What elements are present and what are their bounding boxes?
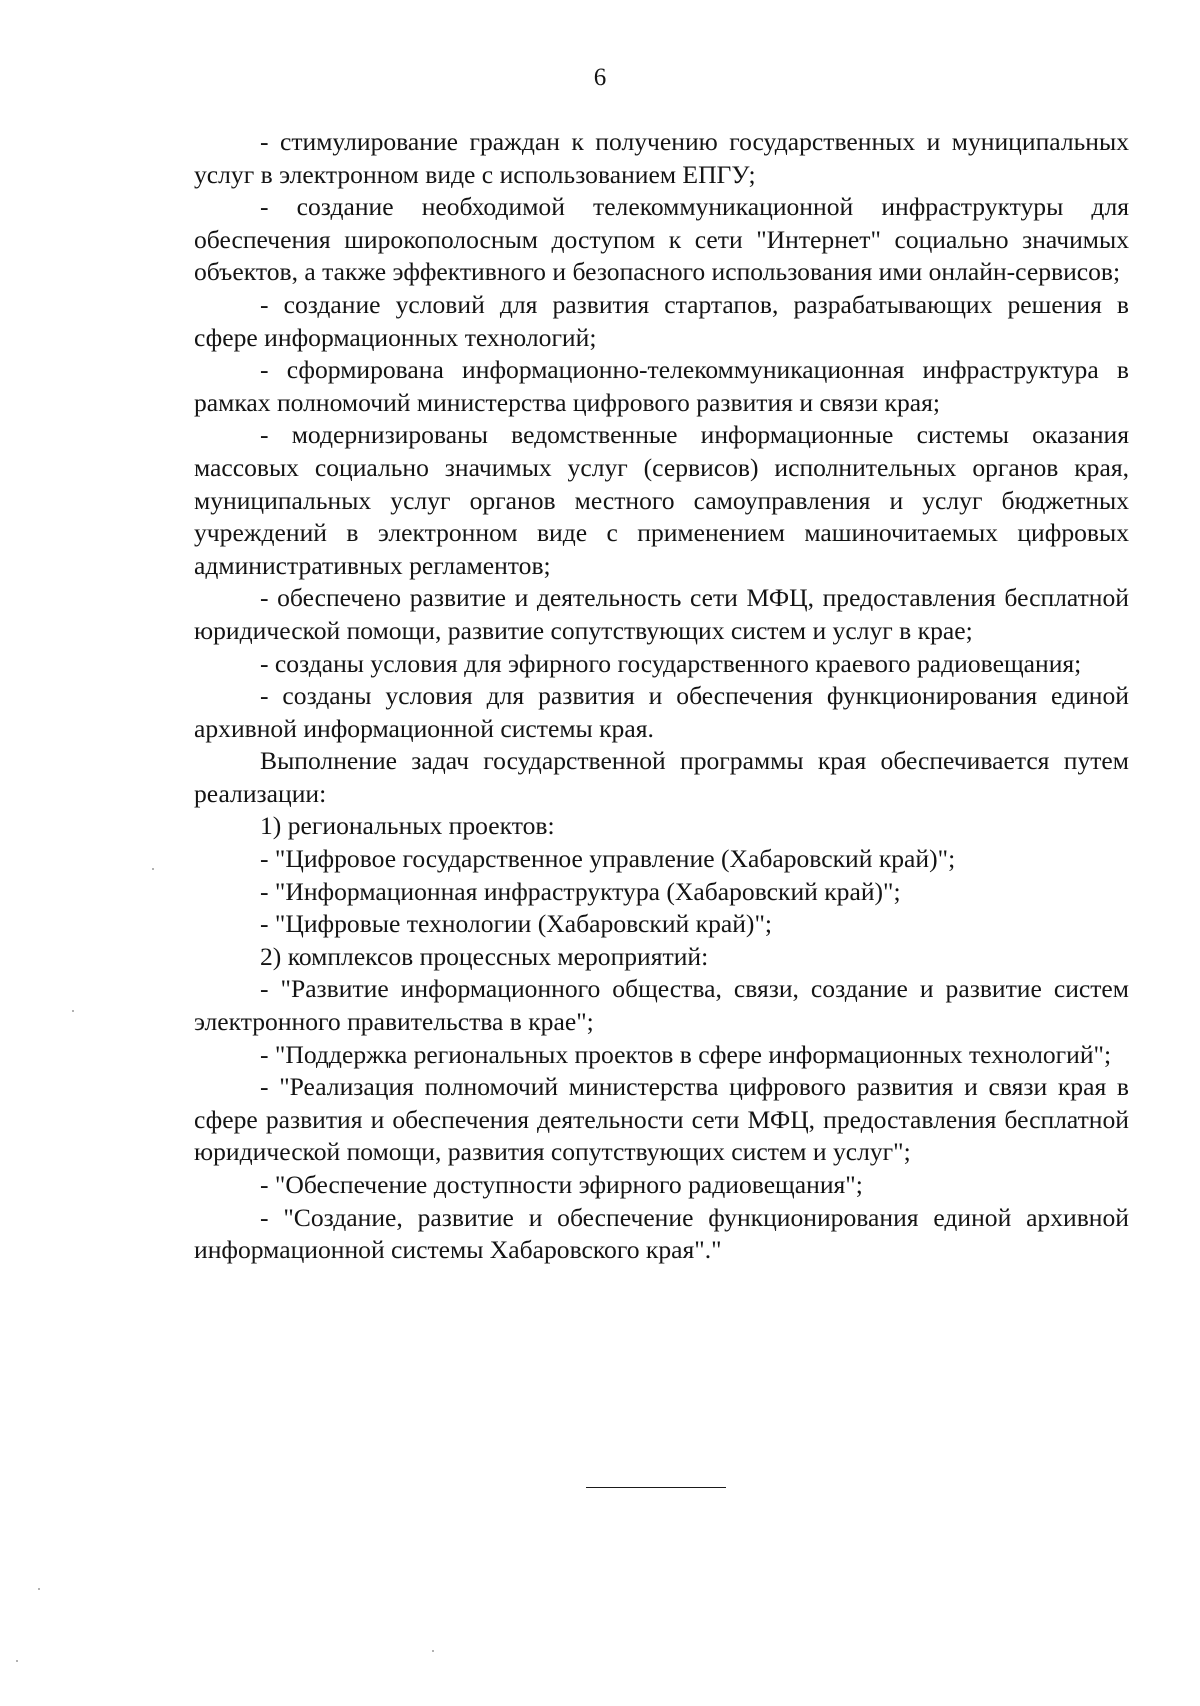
paragraph: - стимулирование граждан к получению государственных и муниципальных услуг в электронном виде с использованием ЕПГУ; [194, 127, 1129, 189]
scan-speck [38, 1588, 40, 1590]
paragraph: - создание необходимой телекоммуникационной инфраструктуры для обеспечения широкополосным доступом к сети "Интернет" социально значимых объектов, а также эффективного и безопасного использования ими онлайн-сервисов; [194, 192, 1129, 287]
list-item: - "Цифровое государственное управление (Хабаровский край)"; [260, 844, 956, 874]
paragraph: - обеспечено развитие и деятельность сети МФЦ, предоставления бесплатной юридической помощи, развитие сопутствующих систем и услуг в крае; [194, 583, 1129, 645]
list-item: - "Информационная инфраструктура (Хабаровский край)"; [260, 876, 901, 906]
scan-speck [432, 1650, 434, 1652]
list-item: - "Развитие информационного общества, связи, создание и развитие систем электронного правительства в крае"; [194, 974, 1129, 1037]
document-body [194, 126, 1129, 1267]
paragraph: - сформирована информационно-телекоммуникационная инфраструктура в рамках полномочий министерства цифрового развития и связи края; [194, 355, 1129, 417]
paragraph: Выполнение задач государственной программы края обеспечивается путем реализации: [194, 746, 1129, 808]
list-item: - "Создание, развитие и обеспечение функционирования единой архивной информационной системы Хабаровского края"." [194, 1202, 1129, 1265]
paragraph: - модернизированы ведомственные информационные системы оказания массовых социально значимых услуг (сервисов) исполнительных органов края, муниципальных услуг органов местного самоуправления и услуг бюджетных учреждений в электронном виде с применением машиночитаемых цифровых административных регламентов; [194, 420, 1129, 580]
list-item: - "Поддержка региональных проектов в сфере информационных технологий"; [260, 1039, 1112, 1069]
scan-speck [16, 1660, 18, 1662]
list-item: - "Обеспечение доступности эфирного радиовещания"; [260, 1170, 863, 1199]
list-item: - "Цифровые технологии (Хабаровский край)"; [260, 909, 773, 939]
paragraph: - создание условий для развития стартапов, разрабатывающих решения в сфере информационных технологий; [194, 289, 1129, 352]
scan-speck [152, 868, 154, 870]
list-heading: 1) региональных проектов: [260, 811, 555, 841]
list-item: - "Реализация полномочий министерства цифрового развития и связи края в сфере развития и обеспечения деятельности сети МФЦ, предоставления бесплатной юридической помощи, развития сопутствующих систем и услуг"; [194, 1072, 1129, 1167]
paragraph: - созданы условия для развития и обеспечения функционирования единой архивной информационной системы края. [194, 681, 1129, 743]
page-number: 6 [593, 64, 607, 91]
paragraph: - созданы условия для эфирного государственного краевого радиовещания; [260, 648, 1082, 678]
end-of-text-rule [586, 1487, 726, 1488]
list-heading: 2) комплексов процессных мероприятий: [260, 941, 709, 971]
scan-speck [72, 1010, 74, 1012]
